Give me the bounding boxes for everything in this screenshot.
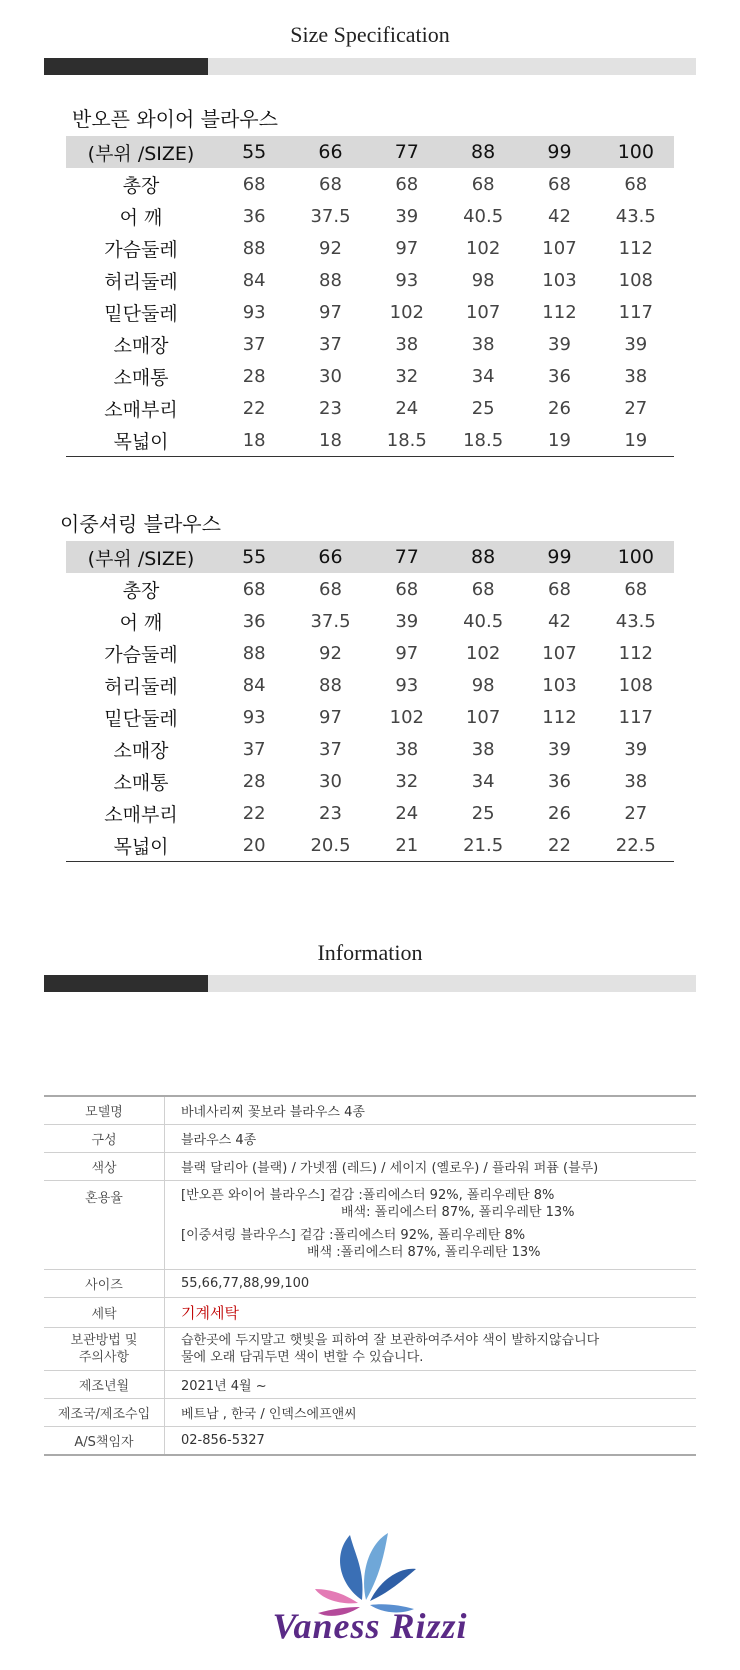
size-value: 88 xyxy=(319,674,342,696)
info-row xyxy=(44,1371,696,1399)
header-size: 88 xyxy=(471,546,496,568)
size-value: 36 xyxy=(548,770,571,792)
size-value: 68 xyxy=(471,578,495,600)
size-value: 84 xyxy=(242,269,266,291)
row-label: 허리둘레 xyxy=(104,675,178,698)
size-value: 98 xyxy=(471,269,495,291)
size-value: 92 xyxy=(319,237,342,259)
size-value: 40.5 xyxy=(463,610,504,632)
table-row xyxy=(66,264,674,296)
size-value: 38 xyxy=(471,738,495,760)
size-value: 18.5 xyxy=(445,424,521,457)
size-value: 37 xyxy=(242,333,266,355)
size-spec-divider xyxy=(44,58,696,75)
header-size: 55 xyxy=(242,141,267,163)
size-value: 112 xyxy=(542,706,577,728)
row-label: 밑단둘레 xyxy=(104,707,178,730)
row-label: 소매통 xyxy=(113,771,169,794)
fabric-line: 배색 :폴리에스터 87%, 폴리우레탄 13% xyxy=(307,1245,541,1260)
info-value xyxy=(165,1328,697,1371)
fabric-line: [이중셔링 블라우스] 겉감 :폴리에스터 92%, 폴리우레탄 8% xyxy=(181,1228,526,1243)
size-value: 38 xyxy=(624,365,648,387)
info-value: 2021년 4월 ~ xyxy=(165,1371,697,1399)
size-value: 84 xyxy=(242,674,266,696)
row-label: 어 깨 xyxy=(119,611,163,634)
row-label: 총장 xyxy=(122,174,160,197)
table-row xyxy=(66,733,674,765)
size-value: 108 xyxy=(618,674,653,696)
info-value: 02-856-5327 xyxy=(165,1427,697,1456)
size-value: 43.5 xyxy=(615,610,656,632)
size-value: 97 xyxy=(319,706,342,728)
size-value: 68 xyxy=(242,578,266,600)
info-value: 베트남 , 한국 / 인덱스에프앤씨 xyxy=(165,1399,697,1427)
care-label-line: 주의사항 xyxy=(78,1350,130,1365)
size-value: 39 xyxy=(624,333,648,355)
info-key: 사이즈 xyxy=(44,1270,165,1298)
info-row xyxy=(44,1298,696,1328)
size-value: 36 xyxy=(242,610,266,632)
header-part-label: (부위 /SIZE) xyxy=(87,547,195,570)
size-value: 37 xyxy=(319,333,342,355)
table-row xyxy=(66,200,674,232)
table-row xyxy=(66,637,674,669)
info-key: 혼용율 xyxy=(44,1181,165,1270)
size-value: 102 xyxy=(465,237,501,259)
brand-name: Vaness Rizzi xyxy=(272,1606,468,1646)
size-value: 21 xyxy=(369,829,445,862)
size-value: 93 xyxy=(395,269,419,291)
row-label: 소매부리 xyxy=(104,398,178,421)
size-value: 88 xyxy=(242,237,266,259)
size-value: 18 xyxy=(216,424,292,457)
size-value: 112 xyxy=(618,642,653,664)
info-key: 제조국/제조수입 xyxy=(44,1399,165,1427)
size-value: 27 xyxy=(624,802,648,824)
size-value: 30 xyxy=(319,365,342,387)
header-size: 100 xyxy=(617,141,654,163)
table-row xyxy=(66,328,674,360)
size-value: 117 xyxy=(618,301,653,323)
size-value: 42 xyxy=(548,205,571,227)
table-row xyxy=(66,424,674,457)
size-value: 68 xyxy=(319,173,342,195)
header-size: 55 xyxy=(242,546,267,568)
size-value: 103 xyxy=(542,674,577,696)
info-row xyxy=(44,1096,696,1125)
table-row xyxy=(66,701,674,733)
size-value: 36 xyxy=(548,365,571,387)
size-value: 93 xyxy=(395,674,419,696)
size-spec-title: Size Specification xyxy=(290,22,450,47)
size-value: 97 xyxy=(319,301,342,323)
size-value: 37.5 xyxy=(310,205,351,227)
size-value: 39 xyxy=(624,738,648,760)
row-label: 소매장 xyxy=(113,739,169,762)
care-line: 물에 오래 담궈두면 색이 변할 수 있습니다. xyxy=(181,1350,424,1365)
info-key: 색상 xyxy=(44,1153,165,1181)
size-value: 20.5 xyxy=(292,829,368,862)
size-value: 36 xyxy=(242,205,266,227)
info-row xyxy=(44,1125,696,1153)
info-value xyxy=(165,1181,697,1270)
size-value: 117 xyxy=(618,706,653,728)
info-row xyxy=(44,1270,696,1298)
size-table-2 xyxy=(66,541,674,862)
size-value: 22.5 xyxy=(598,829,674,862)
size-value: 24 xyxy=(395,802,419,824)
size-value: 19 xyxy=(598,424,674,457)
size-value: 34 xyxy=(471,770,495,792)
care-label-line: 보관방법 및 xyxy=(70,1333,138,1348)
size-value: 25 xyxy=(471,802,495,824)
size-value: 68 xyxy=(548,578,571,600)
row-label: 목넓이 xyxy=(66,829,216,862)
info-key: 구성 xyxy=(44,1125,165,1153)
table2-caption: 이중셔링 블라우스 xyxy=(60,512,221,536)
size-value: 103 xyxy=(542,269,577,291)
size-value: 32 xyxy=(395,365,419,387)
header-size: 100 xyxy=(617,546,654,568)
size-value: 28 xyxy=(242,770,266,792)
row-label: 가슴둘레 xyxy=(104,238,178,261)
table-row xyxy=(66,573,674,605)
wash-value: 기계세탁 xyxy=(181,1304,239,1322)
info-row xyxy=(44,1153,696,1181)
header-part-label: (부위 /SIZE) xyxy=(87,142,195,165)
size-value: 102 xyxy=(465,642,501,664)
row-label: 소매부리 xyxy=(104,803,178,826)
size-value: 112 xyxy=(618,237,653,259)
info-row xyxy=(44,1328,696,1371)
info-key: 세탁 xyxy=(44,1298,165,1328)
table-row xyxy=(66,232,674,264)
size-value: 38 xyxy=(395,333,419,355)
size-value: 88 xyxy=(242,642,266,664)
size-value: 22 xyxy=(521,829,597,862)
size-value: 32 xyxy=(395,770,419,792)
table-row xyxy=(66,392,674,424)
size-value: 20 xyxy=(216,829,292,862)
size-value: 38 xyxy=(471,333,495,355)
row-label: 어 깨 xyxy=(119,206,163,229)
size-value: 30 xyxy=(319,770,342,792)
size-value: 39 xyxy=(395,610,419,632)
size-value: 40.5 xyxy=(463,205,504,227)
size-value: 92 xyxy=(319,642,342,664)
row-label: 허리둘레 xyxy=(104,270,178,293)
table-row xyxy=(66,360,674,392)
size-table-header xyxy=(66,541,674,573)
size-value: 26 xyxy=(548,397,571,419)
row-label: 소매통 xyxy=(113,366,169,389)
size-value: 112 xyxy=(542,301,577,323)
info-key xyxy=(44,1328,165,1371)
size-value: 68 xyxy=(624,173,648,195)
header-size: 77 xyxy=(394,141,419,163)
info-value xyxy=(165,1298,697,1328)
table-row xyxy=(66,168,674,200)
size-value: 18 xyxy=(292,424,368,457)
info-value: 바네사리찌 꽃보라 블라우스 4종 xyxy=(181,1105,365,1120)
header-size: 88 xyxy=(471,141,496,163)
size-value: 37 xyxy=(242,738,266,760)
table-row xyxy=(66,605,674,637)
fabric-line: [반오픈 와이어 블라우스] 겉감 :폴리에스터 92%, 폴리우레탄 8% xyxy=(181,1188,555,1203)
fabric-line: 배색: 폴리에스터 87%, 폴리우레탄 13% xyxy=(341,1205,575,1220)
info-row xyxy=(44,1427,696,1456)
info-row xyxy=(44,1399,696,1427)
size-value: 39 xyxy=(395,205,419,227)
size-value: 68 xyxy=(395,173,419,195)
info-value: 블랙 달리아 (블랙) / 가넷젬 (레드) / 세이지 (옐로우) / 플라워 퍼퓸 (블루) xyxy=(165,1153,697,1181)
table1-caption: 반오픈 와이어 블라우스 xyxy=(72,107,278,131)
size-value: 24 xyxy=(395,397,419,419)
size-value: 88 xyxy=(319,269,342,291)
info-key: 제조년월 xyxy=(44,1371,165,1399)
size-value: 38 xyxy=(624,770,648,792)
size-value: 42 xyxy=(548,610,571,632)
size-value: 107 xyxy=(465,706,501,728)
size-value: 68 xyxy=(319,578,342,600)
size-value: 38 xyxy=(395,738,419,760)
size-value: 68 xyxy=(395,578,419,600)
header-size: 99 xyxy=(547,141,572,163)
size-value: 23 xyxy=(319,397,342,419)
size-value: 39 xyxy=(548,333,571,355)
size-value: 37.5 xyxy=(310,610,351,632)
info-value: 블라우스 4종 xyxy=(165,1125,697,1153)
info-key: A/S책임자 xyxy=(44,1427,165,1456)
brand-logo-icon xyxy=(0,1520,740,1670)
size-value: 68 xyxy=(548,173,571,195)
size-value: 18.5 xyxy=(369,424,445,457)
row-label: 가슴둘레 xyxy=(104,643,178,666)
size-value: 19 xyxy=(521,424,597,457)
table-row xyxy=(66,669,674,701)
size-value: 22 xyxy=(242,802,266,824)
size-value: 22 xyxy=(242,397,266,419)
table-row xyxy=(66,829,674,862)
size-value: 27 xyxy=(624,397,648,419)
header-size: 77 xyxy=(394,546,419,568)
info-key: 모델명 xyxy=(44,1096,165,1125)
information-divider xyxy=(44,975,696,992)
size-value: 93 xyxy=(242,301,266,323)
size-value: 68 xyxy=(242,173,266,195)
header-size: 66 xyxy=(318,546,343,568)
size-value: 25 xyxy=(471,397,495,419)
size-value: 107 xyxy=(542,237,577,259)
size-value: 23 xyxy=(319,802,342,824)
size-value: 97 xyxy=(395,237,419,259)
size-table-1 xyxy=(66,136,674,457)
size-value: 21.5 xyxy=(445,829,521,862)
size-value: 93 xyxy=(242,706,266,728)
size-value: 37 xyxy=(319,738,342,760)
size-value: 43.5 xyxy=(615,205,656,227)
header-size: 66 xyxy=(318,141,343,163)
size-value: 68 xyxy=(471,173,495,195)
size-value: 34 xyxy=(471,365,495,387)
size-value: 108 xyxy=(618,269,653,291)
row-label: 소매장 xyxy=(113,334,169,357)
size-value: 39 xyxy=(548,738,571,760)
row-label: 총장 xyxy=(122,579,160,602)
info-row xyxy=(44,1181,696,1270)
row-label: 밑단둘레 xyxy=(104,302,178,325)
size-table-header xyxy=(66,136,674,168)
size-value: 26 xyxy=(548,802,571,824)
care-line: 습한곳에 두지말고 햇빛을 피하여 잘 보관하여주셔야 색이 발하지않습니다 xyxy=(181,1333,600,1348)
info-value: 55,66,77,88,99,100 xyxy=(165,1270,697,1298)
size-value: 98 xyxy=(471,674,495,696)
size-value: 107 xyxy=(542,642,577,664)
size-value: 97 xyxy=(395,642,419,664)
table-row xyxy=(66,765,674,797)
header-size: 99 xyxy=(547,546,572,568)
information-title: Information xyxy=(317,940,423,965)
table-row xyxy=(66,797,674,829)
size-value: 28 xyxy=(242,365,266,387)
information-table xyxy=(44,1095,696,1456)
size-value: 102 xyxy=(389,301,424,323)
row-label: 목넓이 xyxy=(66,424,216,457)
size-value: 107 xyxy=(465,301,501,323)
size-value: 68 xyxy=(624,578,648,600)
size-value: 102 xyxy=(389,706,424,728)
table-row xyxy=(66,296,674,328)
